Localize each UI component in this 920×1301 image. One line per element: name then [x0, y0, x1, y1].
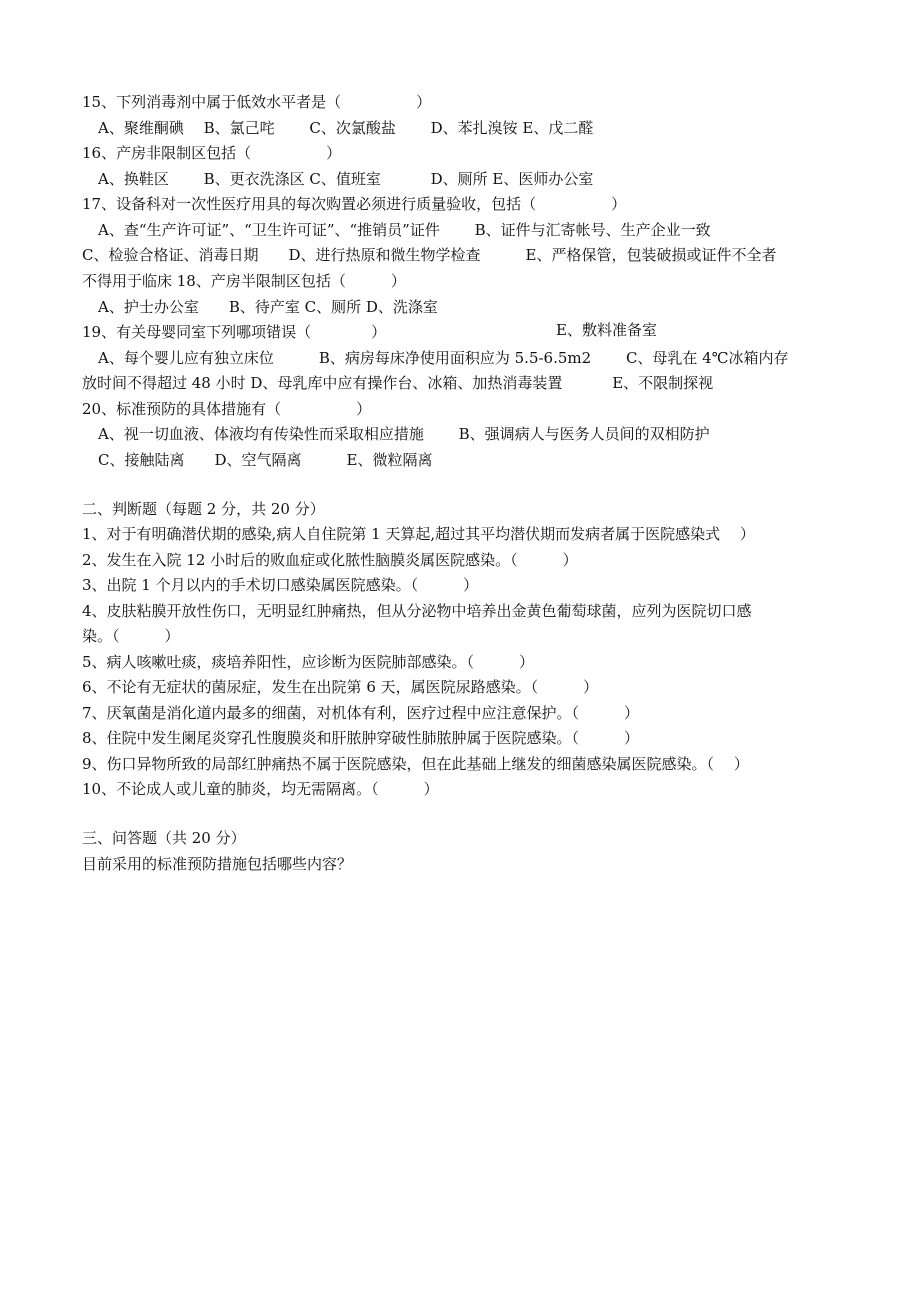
- question-20-options-2: C、接触陆离 D、空气隔离 E、微粒隔离: [98, 451, 433, 469]
- section-2-heading: 二、判断题（每题 2 分，共 20 分）: [82, 500, 325, 518]
- judgement-1: 1、对于有明确潜伏期的感染,病人自住院第 1 天算起,超过其平均潜伏期而发病者属于医院感染式 ）: [82, 525, 755, 543]
- judgement-5: 5、病人咳嗽吐痰，痰培养阳性，应诊断为医院肺部感染。（ ）: [82, 653, 535, 671]
- question-17-options-1: A、查“生产许可证”、“卫生许可证”、“推销员”证件 B、证件与汇寄帐号、生产企业一致: [98, 221, 711, 239]
- question-19-options-2: 放时间不得超过 48 小时 D、母乳库中应有操作台、冰箱、加热消毒装置 E、不限制探视: [82, 374, 714, 392]
- question-18-options: A、护士办公室 B、待产室 C、厕所 D、洗涤室: [98, 298, 438, 316]
- judgement-4-cont: 染。（ ）: [82, 627, 180, 645]
- judgement-10: 10、不论成人或儿童的肺炎，均无需隔离。（ ）: [82, 780, 439, 798]
- judgement-4: 4、皮肤粘膜开放性伤口，无明显红肿痛热，但从分泌物中培养出金黄色葡萄球菌，应列为医院切口感: [82, 602, 752, 620]
- question-16: 16、产房非限制区包括（ ）: [82, 144, 342, 162]
- question-18-option-e: E、敷料准备室: [556, 321, 657, 339]
- judgement-8: 8、住院中发生阑尾炎穿孔性腹膜炎和肝脓肿穿破性肺脓肿属于医院感染。（ ）: [82, 729, 640, 747]
- judgement-3: 3、出院 1 个月以内的手术切口感染属医院感染。（ ）: [82, 576, 479, 594]
- question-15-options: A、聚维酮碘 B、氯己咤 C、次氯酸盐 D、苯扎溴铵 E、戊二醛: [98, 119, 594, 137]
- judgement-6: 6、不论有无症状的菌尿症，发生在出院第 6 天，属医院尿路感染。（ ）: [82, 678, 599, 696]
- question-19: 19、有关母婴同室下列哪项错误（ ）: [82, 323, 387, 341]
- question-16-options: A、换鞋区 B、更衣洗涤区 C、值班室 D、厕所 E、医师办公室: [98, 170, 594, 188]
- section-3-heading: 三、问答题（共 20 分）: [82, 829, 246, 847]
- judgement-7: 7、厌氧菌是消化道内最多的细菌，对机体有利，医疗过程中应注意保护。（ ）: [82, 704, 640, 722]
- question-19-options-1: A、每个婴儿应有独立床位 B、病房每床净使用面积应为 5.5-6.5m2 C、母乳在 4℃冰箱内存: [98, 349, 789, 367]
- question-15: 15、下列消毒剂中属于低效水平者是（ ）: [82, 93, 432, 111]
- judgement-9: 9、伤口异物所致的局部红肿痛热不属于医院感染，但在此基础上继发的细菌感染属医院感染。（ ）: [82, 755, 749, 773]
- essay-question: 目前采用的标准预防措施包括哪些内容？: [82, 855, 353, 873]
- question-20-options-1: A、视一切血液、体液均有传染性而采取相应措施 B、强调病人与医务人员间的双相防护: [98, 425, 710, 443]
- question-17: 17、设备科对一次性医疗用具的每次购置必须进行质量验收，包括（ ）: [82, 195, 627, 213]
- question-17-18-line: 不得用于临床 18、产房半限制区包括（ ）: [82, 272, 406, 290]
- question-20: 20、标准预防的具体措施有（ ）: [82, 400, 372, 418]
- question-17-options-2: C、检验合格证、消毒日期 D、进行热原和微生物学检查 E、严格保管，包装破损或证件不全者: [82, 246, 777, 264]
- judgement-2: 2、发生在入院 12 小时后的败血症或化脓性脑膜炎属医院感染。（ ）: [82, 551, 578, 569]
